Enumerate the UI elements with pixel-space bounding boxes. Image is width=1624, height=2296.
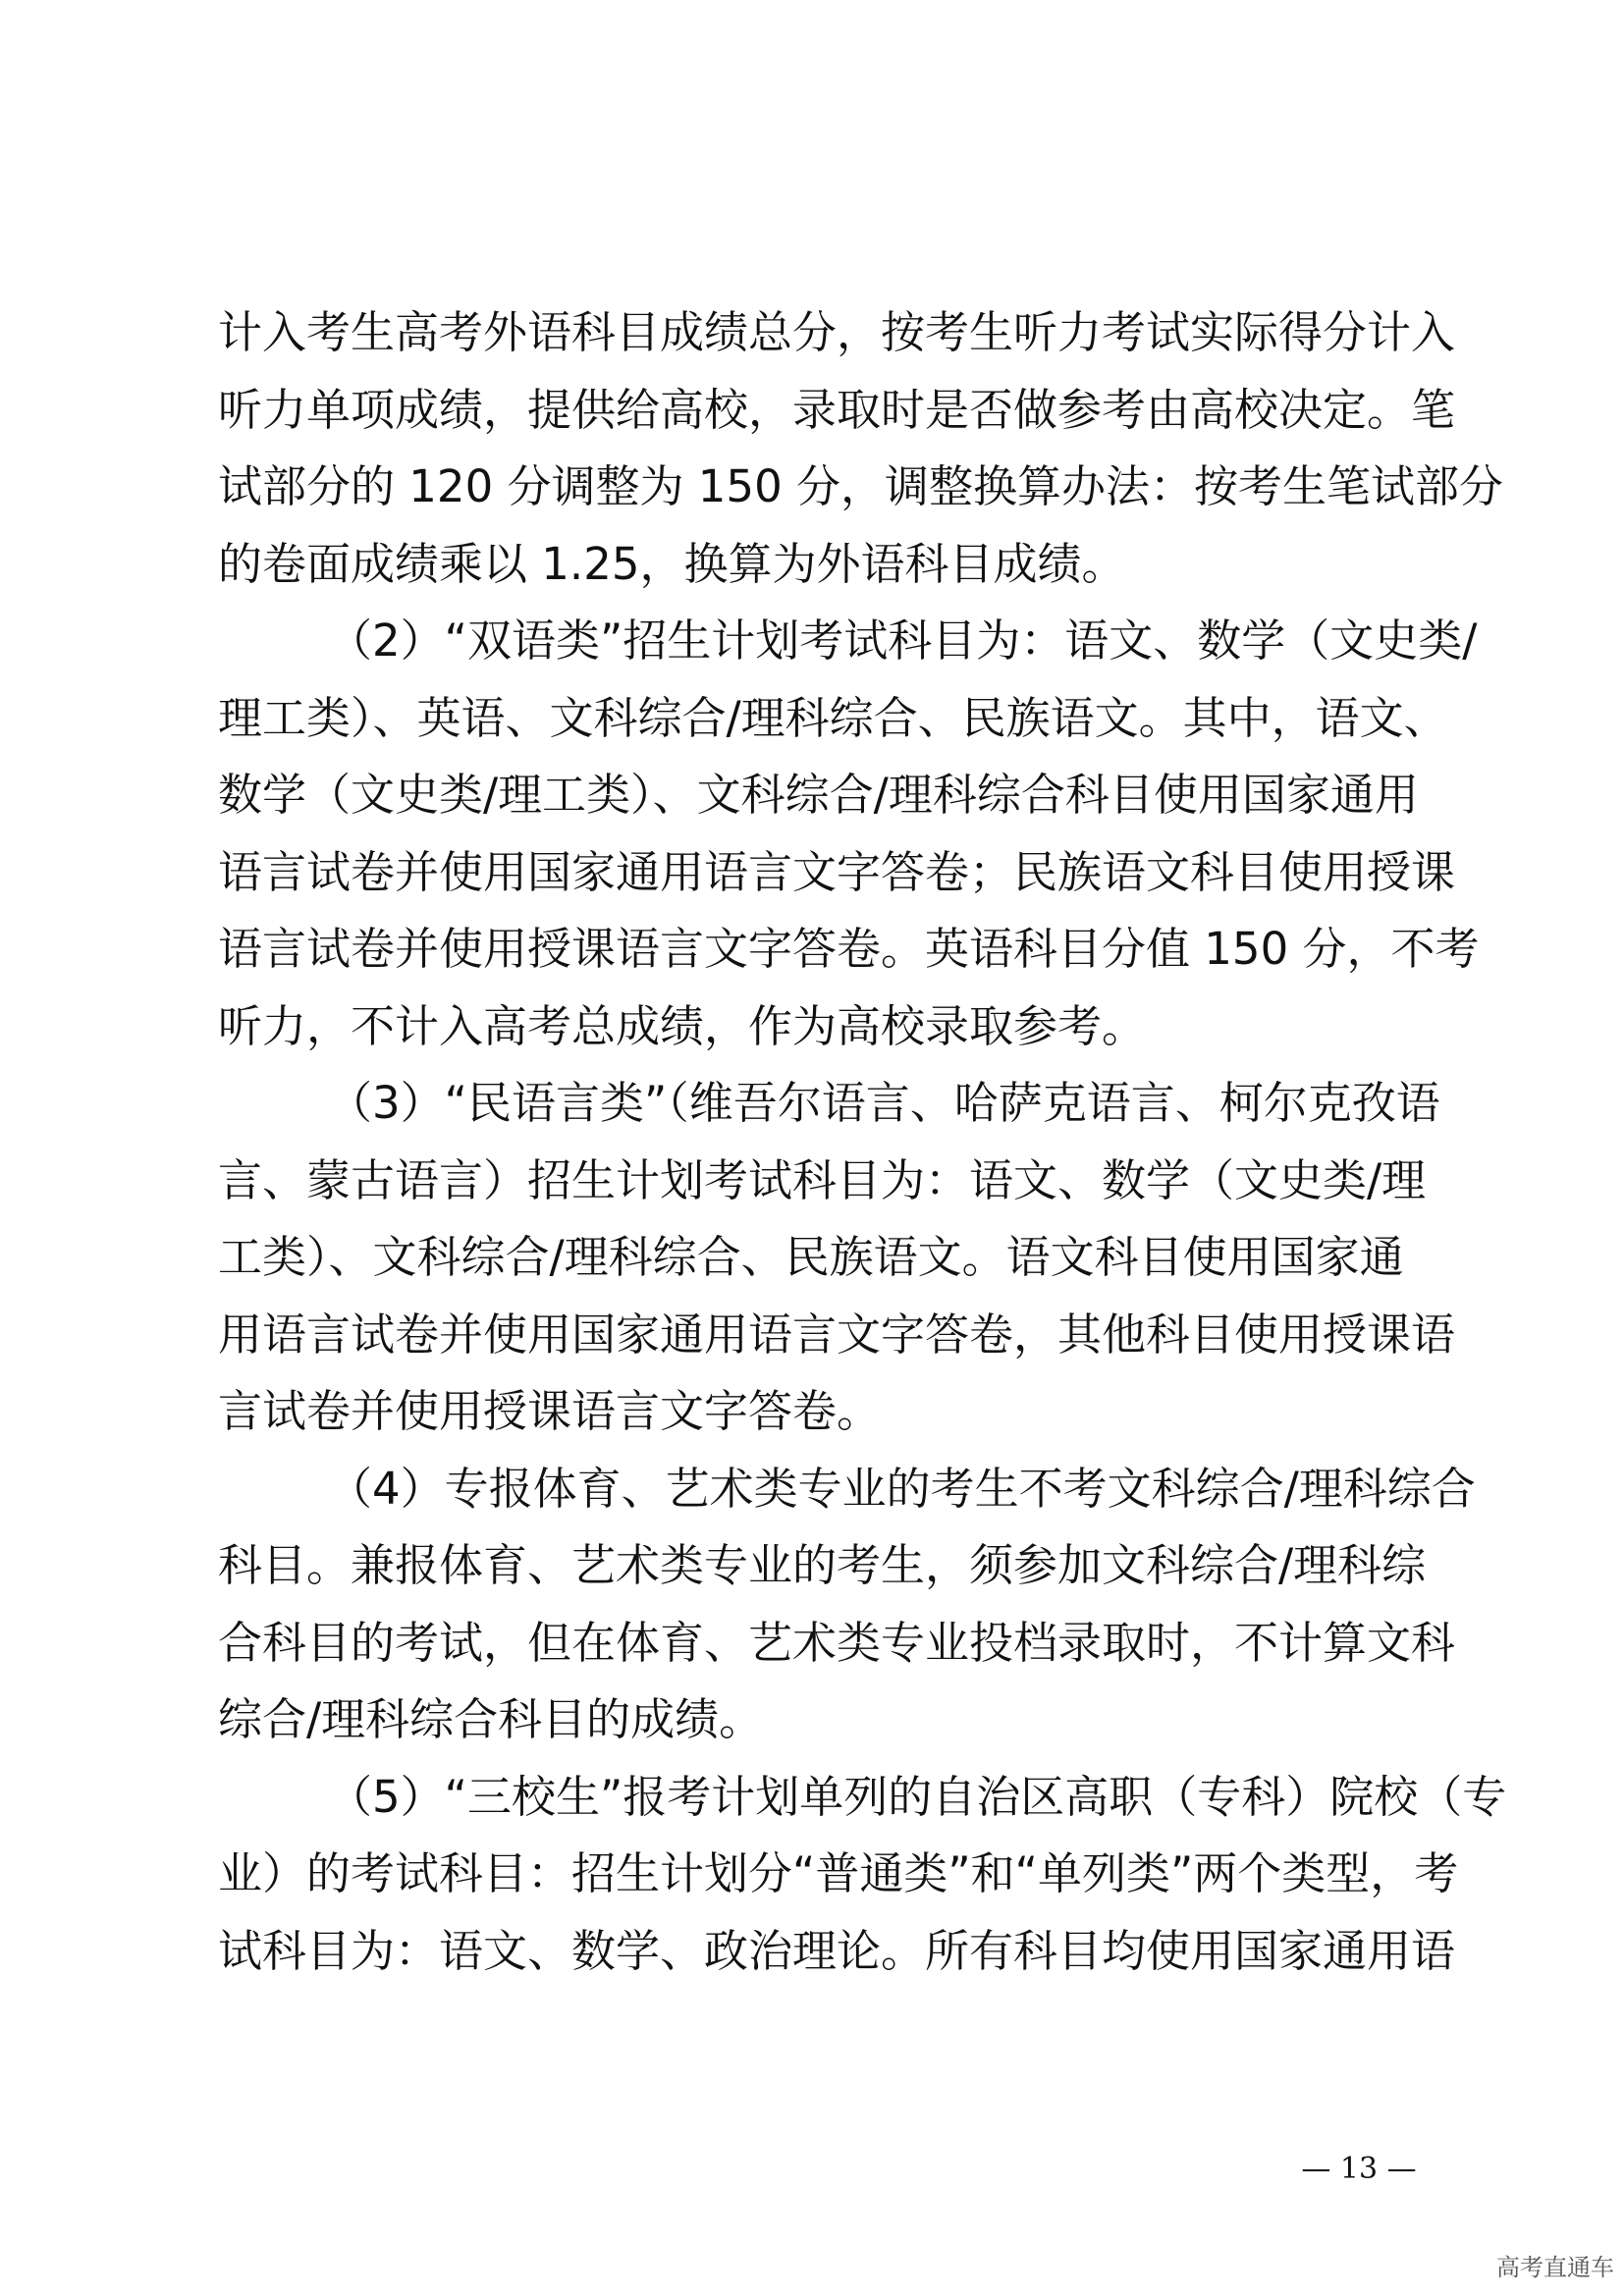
page-number: — 13 — xyxy=(1301,2152,1417,2186)
watermark: 高考直通车 xyxy=(1496,2254,1614,2281)
paragraph-2-line-5: 语言试卷并使用授课语言文字答卷。英语科目分值 150 分，不考 xyxy=(218,923,1480,975)
text-line-4: 的卷面成绩乘以 1.25，换算为外语科目成绩。 xyxy=(218,537,1126,590)
body-text xyxy=(218,294,1507,1990)
paragraph-2-line-4: 语言试卷并使用国家通用语言文字答卷；民族语文科目使用授课 xyxy=(218,845,1456,898)
paragraph-4-line-1: （4）专报体育、艺术类专业的考生不考文科综合/理科综合 xyxy=(328,1462,1476,1515)
paragraph-5-line-3: 试科目为：语文、数学、政治理论。所有科目均使用国家通用语 xyxy=(218,1924,1456,1977)
paragraph-2-line-3: 数学（文史类/理工类）、文科综合/理科综合科目使用国家通用 xyxy=(218,769,1419,821)
text-line-1: 计入考生高考外语科目成绩总分，按考生听力考试实际得分计入 xyxy=(218,306,1456,358)
paragraph-3-line-4: 用语言试卷并使用国家通用语言文字答卷，其他科目使用授课语 xyxy=(218,1308,1456,1361)
paragraph-4-line-2: 科目。兼报体育、艺术类专业的考生，须参加文科综合/理科综 xyxy=(218,1539,1427,1591)
paragraph-3-line-3: 工类）、文科综合/理科综合、民族语文。语文科目使用国家通 xyxy=(218,1231,1404,1283)
paragraph-2-line-2: 理工类）、英语、文科综合/理科综合、民族语文。其中，语文、 xyxy=(218,691,1448,744)
paragraph-5-line-2: 业）的考试科目：招生计划分“普通类”和“单列类”两个类型，考 xyxy=(218,1847,1459,1899)
paragraph-3-line-5: 言试卷并使用授课语言文字答卷。 xyxy=(218,1385,882,1437)
text-line-3: 试部分的 120 分调整为 150 分，调整换算办法：按考生笔试部分 xyxy=(218,460,1504,512)
paragraph-2-line-1: （2）“双语类”招生计划考试科目为：语文、数学（文史类/ xyxy=(328,614,1478,667)
paragraph-4-line-4: 综合/理科综合科目的成绩。 xyxy=(218,1693,764,1745)
paragraph-2-line-6: 听力，不计入高考总成绩，作为高校录取参考。 xyxy=(218,999,1147,1052)
paragraph-3-line-2: 言、蒙古语言）招生计划考试科目为：语文、数学（文史类/理 xyxy=(218,1153,1427,1206)
paragraph-5-line-1: （5）“三校生”报考计划单列的自治区高职（专科）院校（专 xyxy=(328,1770,1507,1823)
paragraph-3-line-1: （3）“民语言类”（维吾尔语言、哈萨克语言、柯尔克孜语 xyxy=(328,1077,1440,1129)
text-line-2: 听力单项成绩，提供给高校，录取时是否做参考由高校决定。笔 xyxy=(218,383,1456,436)
paragraph-4-line-3: 合科目的考试，但在体育、艺术类专业投档录取时，不计算文科 xyxy=(218,1616,1456,1669)
